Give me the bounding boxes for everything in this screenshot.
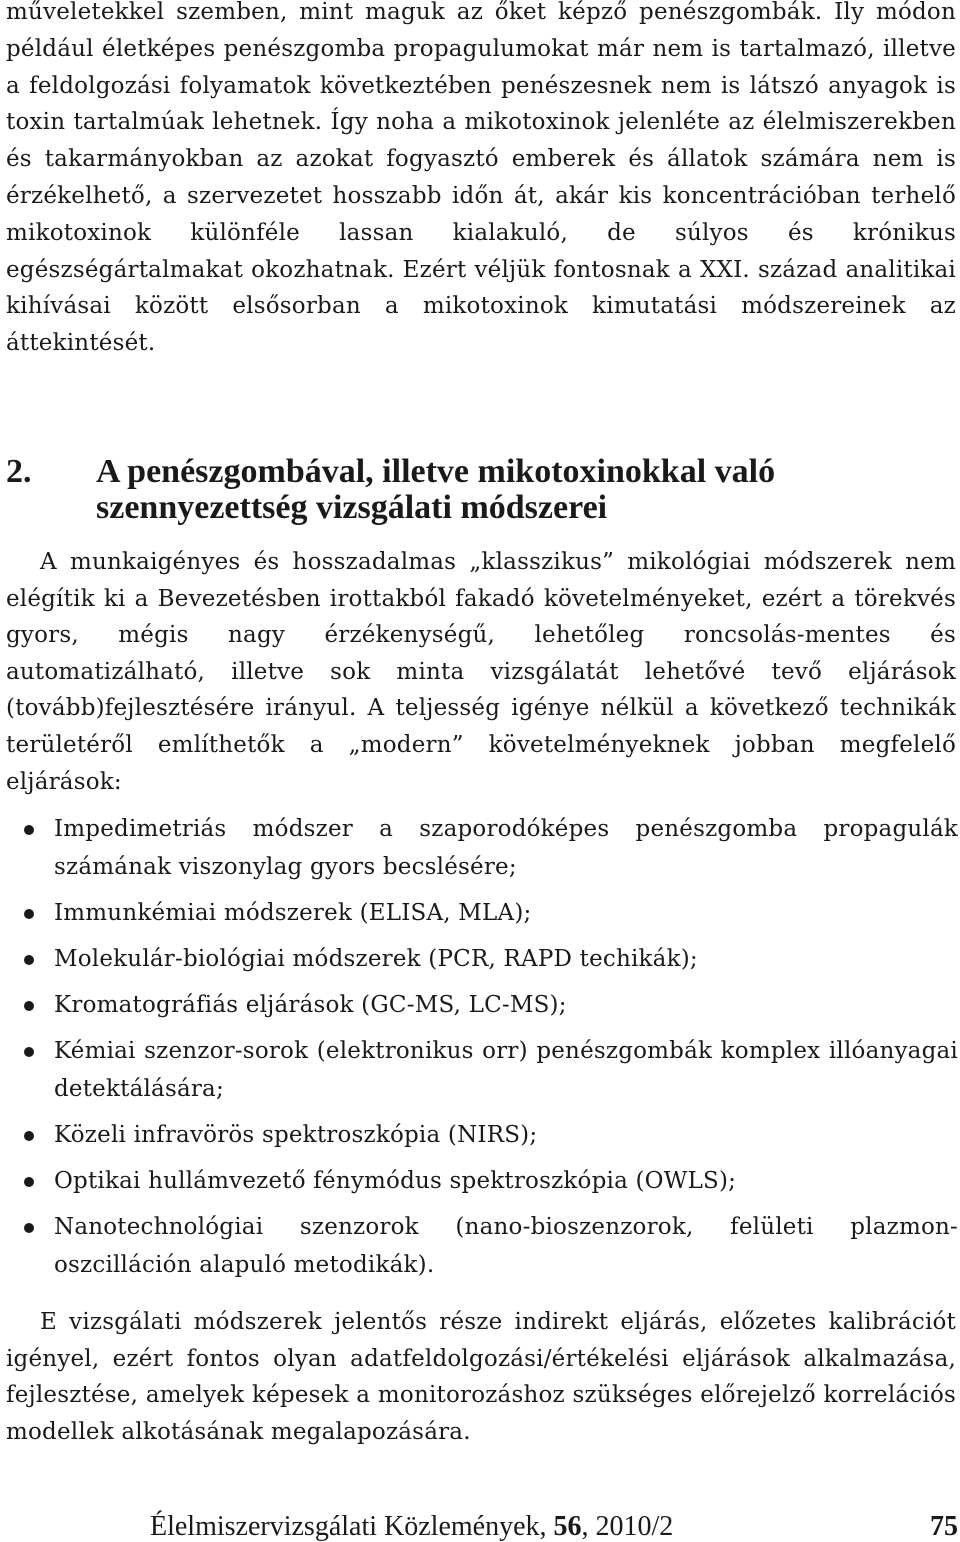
journal-volume: 56 bbox=[553, 1511, 582, 1542]
body-paragraph-intro: A munkaigényes és hosszadalmas „klasszikus” mikológiai módszerek nem elégítik ki a Bevezetésben irottakból fakadó követelményeket, ezért a törekvés gyors, mégis nagy érzékenységű, lehetőleg roncsolás-mentes és automatizálható, illetve sok minta vizsgálatát lehetővé tevő eljárások (tovább)fejlesztésére irányul. A teljesség igénye nélkül a következő technikák területéről említhetők a „modern” követelményeknek jobban megfelelő eljárások: bbox=[6, 549, 956, 795]
list-item bbox=[0, 1162, 958, 1200]
page-number: 75 bbox=[930, 1511, 958, 1542]
bullet-icon bbox=[24, 909, 34, 919]
page-footer bbox=[150, 1512, 958, 1542]
list-item bbox=[0, 1116, 958, 1154]
list-item-text: Nanotechnológiai szenzorok (nano-bioszenzorok, felületi plazmon-oszcilláción alapuló metodikák). bbox=[54, 1214, 958, 1278]
list-item-text: Impedimetriás módszer a szaporodóképes penészgomba propagulák számának viszonylag gyors becslésére; bbox=[54, 816, 958, 880]
list-item bbox=[0, 1032, 958, 1108]
list-item bbox=[0, 810, 958, 886]
bullet-icon bbox=[24, 1047, 34, 1057]
footer-citation bbox=[150, 1512, 673, 1542]
bullet-icon bbox=[24, 1223, 34, 1233]
section-number: 2. bbox=[6, 453, 32, 490]
bullet-icon bbox=[24, 825, 34, 835]
section-title: A penészgombával, illetve mikotoxinokkal való szennyezettség vizsgálati módszerei bbox=[96, 453, 776, 526]
list-item-text: Kromatográfiás eljárások (GC-MS, LC-MS); bbox=[54, 992, 567, 1018]
body-paragraph-closing: E vizsgálati módszerek jelentős része indirekt eljárás, előzetes kalibrációt igényel, ezért fontos olyan adatfeldolgozási/értékelési eljárások alkalmazása, fejlesztése, amelyek képesek a monitorozáshoz szükséges előrejelző korrelációs modellek alkotásának megalapozására. bbox=[6, 1309, 956, 1445]
bullet-icon bbox=[24, 955, 34, 965]
list-item bbox=[0, 986, 958, 1024]
bullet-icon bbox=[24, 1001, 34, 1011]
methods-bullet-list bbox=[0, 810, 958, 1292]
list-item bbox=[0, 1208, 958, 1284]
list-item-text: Optikai hullámvezető fénymódus spektroszkópia (OWLS); bbox=[54, 1168, 737, 1194]
list-item-text: Kémiai szenzor-sorok (elektronikus orr) penészgombák komplex illóanyagai detektálására; bbox=[54, 1038, 958, 1102]
body-paragraph-continuation: műveletekkel szemben, mint maguk az őket képző penészgombák. Ily módon például életképes penészgomba propagulumokat már nem is tartalmazó, illetve a feldolgozási folyamatok következtében penészesnek nem is látszó anyagok is toxin tartalmúak lehetnek. Így noha a mikotoxinok jelenléte az élelmiszerekben és takarmányokban az azokat fogyasztó emberek és állatok számára nem is érzékelhető, a szervezetet hosszabb időn át, akár kis koncentrációban terhelő mikotoxinok különféle lassan kialakuló, de súlyos és krónikus egészségártalmakat okozhatnak. Ezért véljük fontosnak a XXI. század analitikai kihívásai között elsősorban a mikotoxinok kimutatási módszereinek az áttekintését. bbox=[6, 0, 956, 357]
bullet-icon bbox=[24, 1177, 34, 1187]
list-item-text: Molekulár-biológiai módszerek (PCR, RAPD techikák); bbox=[54, 946, 698, 972]
list-item-text: Közeli infravörös spektroszkópia (NIRS); bbox=[54, 1122, 538, 1148]
bullet-icon bbox=[24, 1131, 34, 1141]
journal-issue: , 2010/2 bbox=[581, 1511, 674, 1542]
journal-name: Élelmiszervizsgálati Közlemények, bbox=[150, 1511, 554, 1542]
list-item bbox=[0, 894, 958, 932]
list-item bbox=[0, 940, 958, 978]
list-item-text: Immunkémiai módszerek (ELISA, MLA); bbox=[54, 900, 532, 926]
section-heading bbox=[6, 454, 956, 526]
